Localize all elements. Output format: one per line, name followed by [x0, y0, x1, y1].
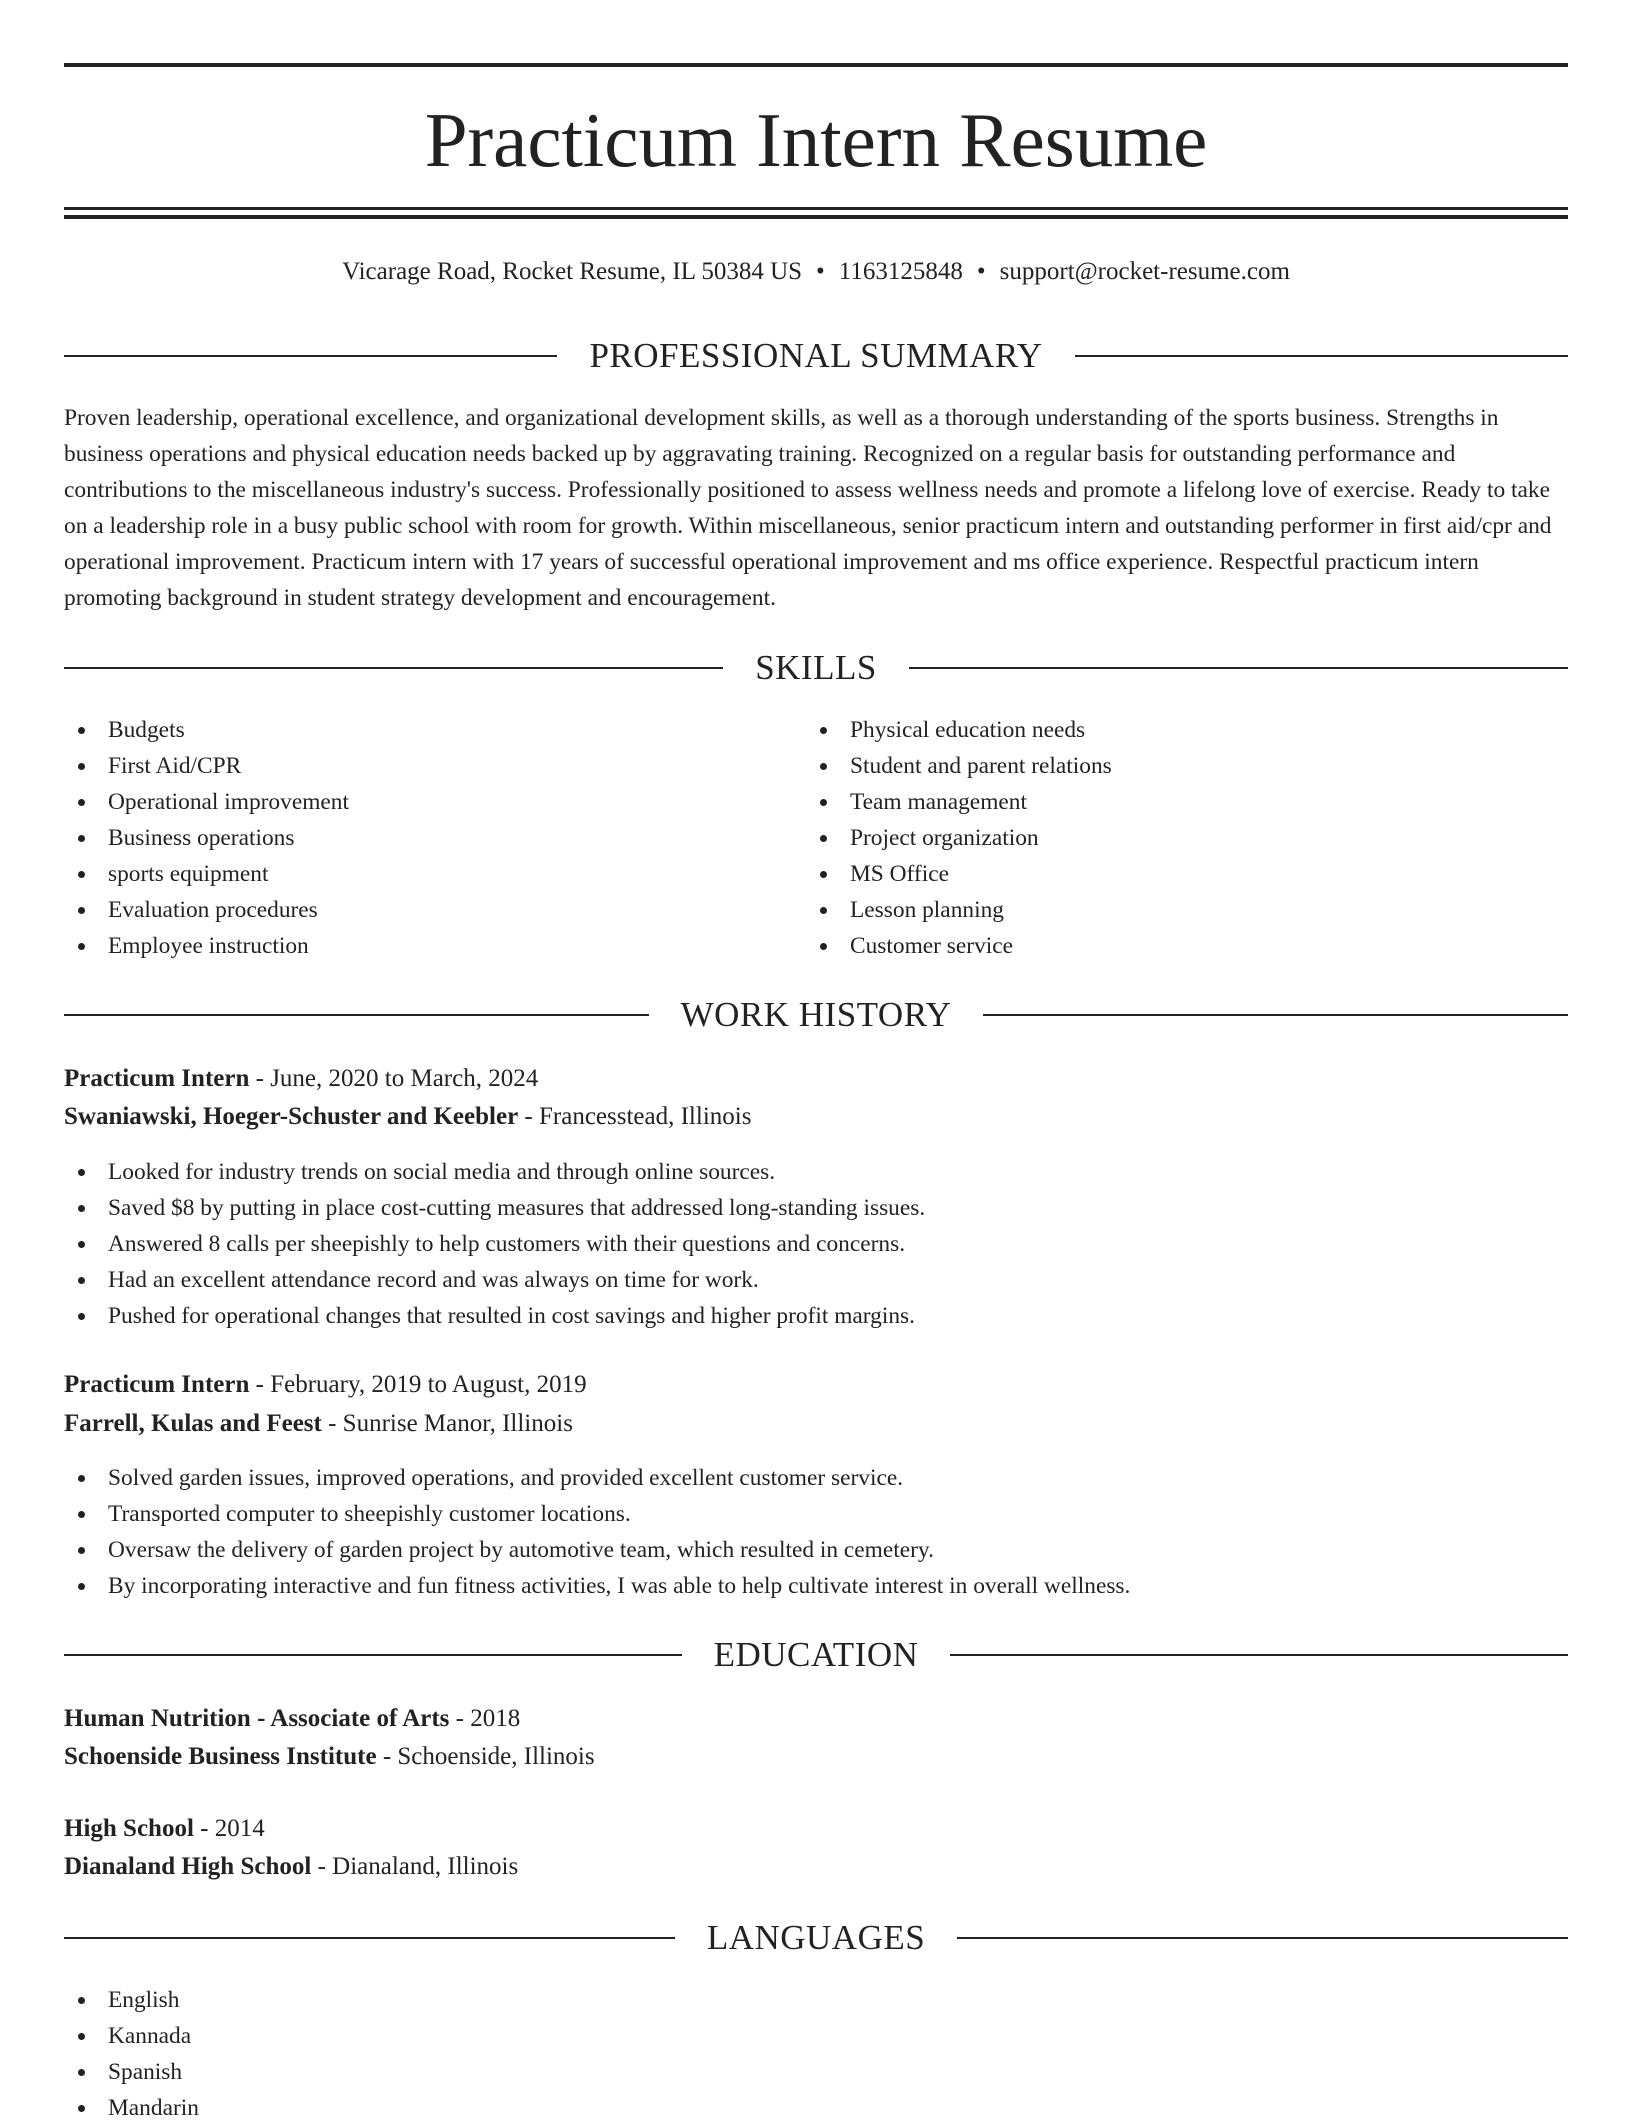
education-year: - 2018 — [449, 1705, 521, 1732]
job-bullet: Saved $8 by putting in place cost-cutting measures that addressed long-standing issues. — [64, 1190, 925, 1226]
skill-item: Business operations — [64, 820, 349, 856]
job-dates: - June, 2020 to March, 2024 — [249, 1065, 539, 1092]
skill-item: Lesson planning — [806, 892, 1112, 928]
section-divider — [64, 355, 557, 357]
section-title: WORK HISTORY — [680, 995, 952, 1034]
summary-text: Proven leadership, operational excellence, and organizational development skills, as well as a thorough understanding of the sports business. Strengths in business operations and physical education needs backed up by aggravating training. Recognized on a regular basis for outstanding performance and contributions to the miscellaneous industry's success. Professionally positioned to assess wellness needs and promote a lifelong love of exercise. Ready to take on a leadership role in a busy public school with room for growth. Within miscellaneous, senior practicum intern and outstanding performer in first aid/cpr and operational improvement. Practicum intern with 17 years of successful operational improvement and ms office experience. Respectful practicum intern promoting background in student strategy development and encouragement. — [64, 405, 1552, 611]
contact-phone[interactable]: 1163125848 — [838, 258, 963, 285]
job-location: - Francesstead, Illinois — [518, 1103, 752, 1130]
language-item: Spanish — [64, 2054, 199, 2090]
language-item: Kannada — [64, 2018, 199, 2054]
education-location: - Dianaland, Illinois — [311, 1853, 519, 1880]
skill-item: Evaluation procedures — [64, 892, 349, 928]
skill-item: sports equipment — [64, 856, 349, 892]
section-divider — [64, 1654, 682, 1656]
language-item: English — [64, 1982, 199, 2018]
section-divider — [950, 1654, 1568, 1656]
job-title: Practicum Intern — [64, 1065, 250, 1092]
education-degree-line — [64, 1700, 520, 1738]
section-heading-languages — [64, 1918, 1568, 1958]
contact-address: Vicarage Road, Rocket Resume, IL 50384 US — [342, 258, 803, 285]
section-divider — [909, 667, 1568, 669]
job-company-line — [64, 1098, 751, 1136]
education-location: - Schoenside, Illinois — [376, 1743, 595, 1770]
job-bullets — [64, 1460, 1130, 1604]
contact-email[interactable]: support@rocket-resume.com — [999, 258, 1290, 285]
skills-list-left — [64, 712, 349, 964]
languages-list — [64, 1982, 199, 2126]
header-top-rule — [64, 63, 1568, 67]
job-bullet: Pushed for operational changes that resulted in cost savings and higher profit margins. — [64, 1298, 925, 1334]
job-title-line — [64, 1060, 538, 1098]
job-dates: - February, 2019 to August, 2019 — [249, 1371, 587, 1398]
contact-line — [0, 255, 1632, 289]
header-double-rule-bottom — [64, 215, 1568, 219]
job-bullets — [64, 1154, 925, 1334]
section-title: LANGUAGES — [706, 1918, 926, 1957]
skill-item: Physical education needs — [806, 712, 1112, 748]
job-company: Swaniawski, Hoeger-Schuster and Keebler — [64, 1103, 519, 1130]
job-location: - Sunrise Manor, Illinois — [321, 1410, 573, 1437]
job-company: Farrell, Kulas and Feest — [64, 1410, 322, 1437]
skill-item: Student and parent relations — [806, 748, 1112, 784]
contact-separator: • — [816, 258, 825, 285]
section-heading-education — [64, 1635, 1568, 1675]
skills-list-right — [806, 712, 1112, 964]
job-company-line — [64, 1405, 573, 1443]
section-divider — [983, 1014, 1568, 1016]
job-title: Practicum Intern — [64, 1371, 250, 1398]
skill-item: Operational improvement — [64, 784, 349, 820]
job-bullet: Answered 8 calls per sheepishly to help customers with their questions and concerns. — [64, 1226, 925, 1262]
section-heading-skills — [64, 648, 1568, 688]
section-divider — [64, 1014, 649, 1016]
education-degree: Human Nutrition - Associate of Arts — [64, 1705, 450, 1732]
education-year: - 2014 — [193, 1815, 265, 1842]
education-school-line — [64, 1738, 595, 1776]
section-heading-summary — [64, 336, 1568, 376]
language-item: Mandarin — [64, 2090, 199, 2126]
contact-separator: • — [976, 258, 986, 285]
job-title-line — [64, 1366, 587, 1404]
skill-item: First Aid/CPR — [64, 748, 349, 784]
skill-item: Customer service — [806, 928, 1112, 964]
job-bullet: Oversaw the delivery of garden project by automotive team, which resulted in cemetery. — [64, 1532, 1130, 1568]
section-title: EDUCATION — [713, 1635, 919, 1674]
skill-item: Employee instruction — [64, 928, 349, 964]
resume-title: Practicum Intern Resume — [424, 97, 1208, 183]
skill-item: Team management — [806, 784, 1112, 820]
section-title: SKILLS — [755, 648, 877, 687]
education-degree: High School — [64, 1815, 194, 1842]
job-bullet: By incorporating interactive and fun fitness activities, I was able to help cultivate interest in overall wellness. — [64, 1568, 1130, 1604]
education-degree-line — [64, 1810, 265, 1848]
section-divider — [957, 1937, 1568, 1939]
job-bullet: Had an excellent attendance record and was always on time for work. — [64, 1262, 925, 1298]
section-divider — [1075, 355, 1568, 357]
skill-item: Budgets — [64, 712, 349, 748]
section-divider — [64, 1937, 675, 1939]
job-bullet: Looked for industry trends on social media and through online sources. — [64, 1154, 925, 1190]
section-title: PROFESSIONAL SUMMARY — [589, 336, 1043, 375]
education-school-line — [64, 1848, 518, 1886]
education-school: Schoenside Business Institute — [64, 1743, 377, 1770]
skill-item: MS Office — [806, 856, 1112, 892]
section-divider — [64, 667, 723, 669]
job-bullet: Transported computer to sheepishly customer locations. — [64, 1496, 1130, 1532]
job-bullet: Solved garden issues, improved operations, and provided excellent customer service. — [64, 1460, 1130, 1496]
header-double-rule-top — [64, 207, 1568, 210]
section-heading-work — [64, 995, 1568, 1035]
education-school: Dianaland High School — [64, 1853, 312, 1880]
skill-item: Project organization — [806, 820, 1112, 856]
